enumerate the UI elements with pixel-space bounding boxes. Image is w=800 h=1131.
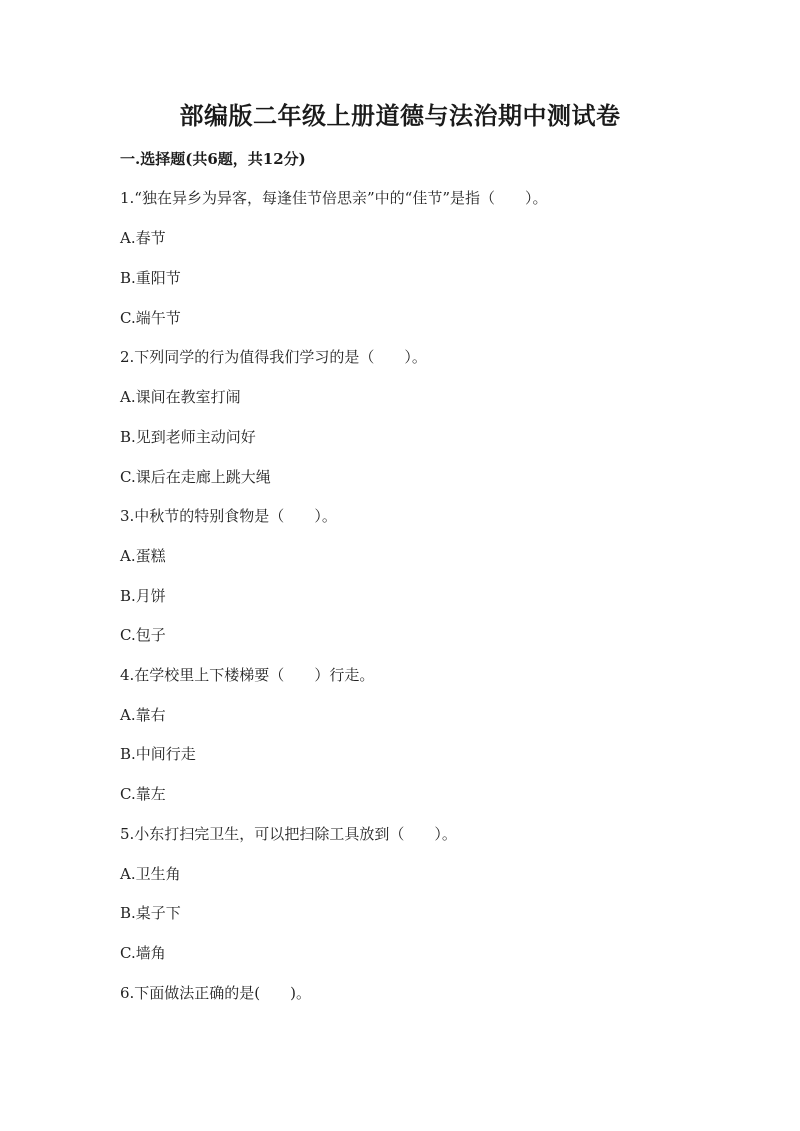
question-2-option-b: B.见到老师主动问好 [120,428,256,446]
question-5-option-c: C.墙角 [120,944,166,962]
question-4-option-b: B.中间行走 [120,745,196,763]
question-4-stem: 4.在学校里上下楼梯要（ ）行走。 [120,666,375,684]
question-6-stem: 6.下面做法正确的是( )。 [120,984,312,1002]
question-5-option-b: B.桌子下 [120,904,181,922]
section-heading: 一.选择题(共6题，共12分) [120,150,306,168]
question-3-option-c: C.包子 [120,626,166,644]
question-4-option-a: A.靠右 [120,706,166,724]
question-2-stem: 2.下列同学的行为值得我们学习的是（ ）。 [120,348,427,366]
question-1-option-b: B.重阳节 [120,269,181,287]
question-2-option-a: A.课间在教室打闹 [120,388,241,406]
question-3-option-b: B.月饼 [120,587,166,605]
question-5-stem: 5.小东打扫完卫生，可以把扫除工具放到（ ）。 [120,825,457,843]
question-1-stem: 1.“独在异乡为异客，每逢佳节倍思亲”中的“佳节”是指（ ）。 [120,189,548,207]
question-3-option-a: A.蛋糕 [120,547,166,565]
page-title: 部编版二年级上册道德与法治期中测试卷 [179,101,621,130]
question-5-option-a: A.卫生角 [120,865,181,883]
question-3-stem: 3.中秋节的特别食物是（ ）。 [120,507,337,525]
question-1-option-a: A.春节 [120,229,166,247]
question-4-option-c: C.靠左 [120,785,166,803]
question-2-option-c: C.课后在走廊上跳大绳 [120,468,271,486]
question-1-option-c: C.端午节 [120,309,181,327]
